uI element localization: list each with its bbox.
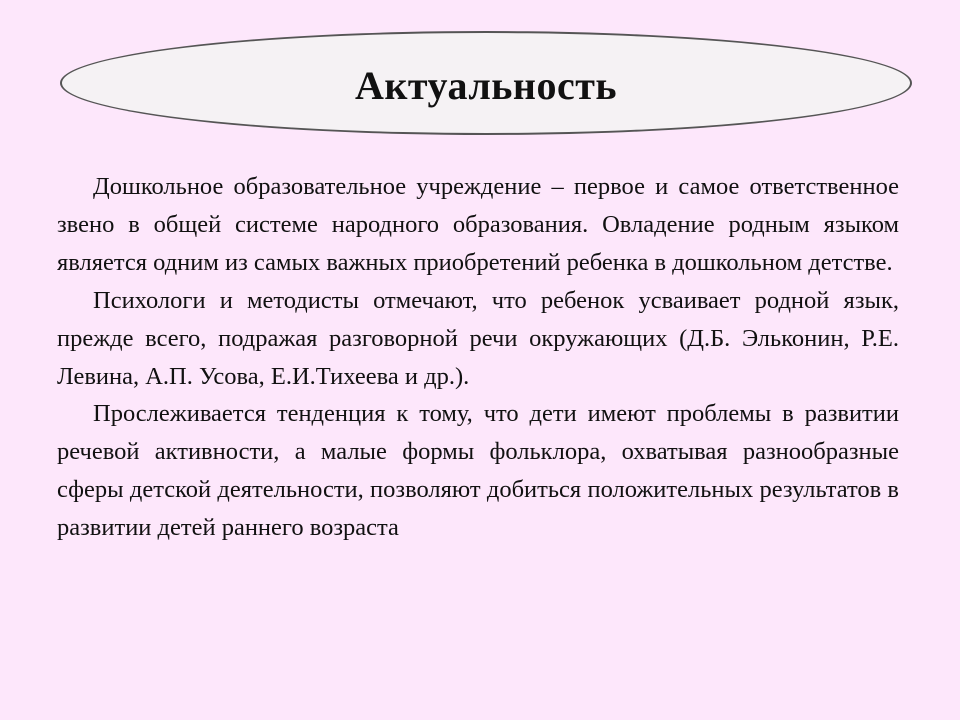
paragraph-1: Дошкольное образовательное учреждение – первое и самое ответственное звено в общей системе народного образования. Овладение родным языком является одним из самых важных приобретений ребенка в дошкольном детстве. bbox=[57, 173, 899, 276]
title-banner bbox=[60, 31, 912, 135]
slide-title: Актуальность bbox=[354, 62, 618, 108]
paragraph-3: Прослеживается тенденция к тому, что дети имеют проблемы в развитии речевой активности, а малые формы фольклора, охватывая разнообразные сферы детской деятельности, позволяют добиться положительных результатов в развитии детей раннего возраста bbox=[57, 400, 899, 542]
paragraph-2: Психологи и методисты отмечают, что ребенок усваивает родной язык, прежде всего, подражая разговорной речи окружающих (Д.Б. Эльконин, Р.Е. Левина, А.П. Усова, Е.И.Тихеева и др.). bbox=[57, 286, 899, 390]
slide-body bbox=[57, 168, 899, 547]
